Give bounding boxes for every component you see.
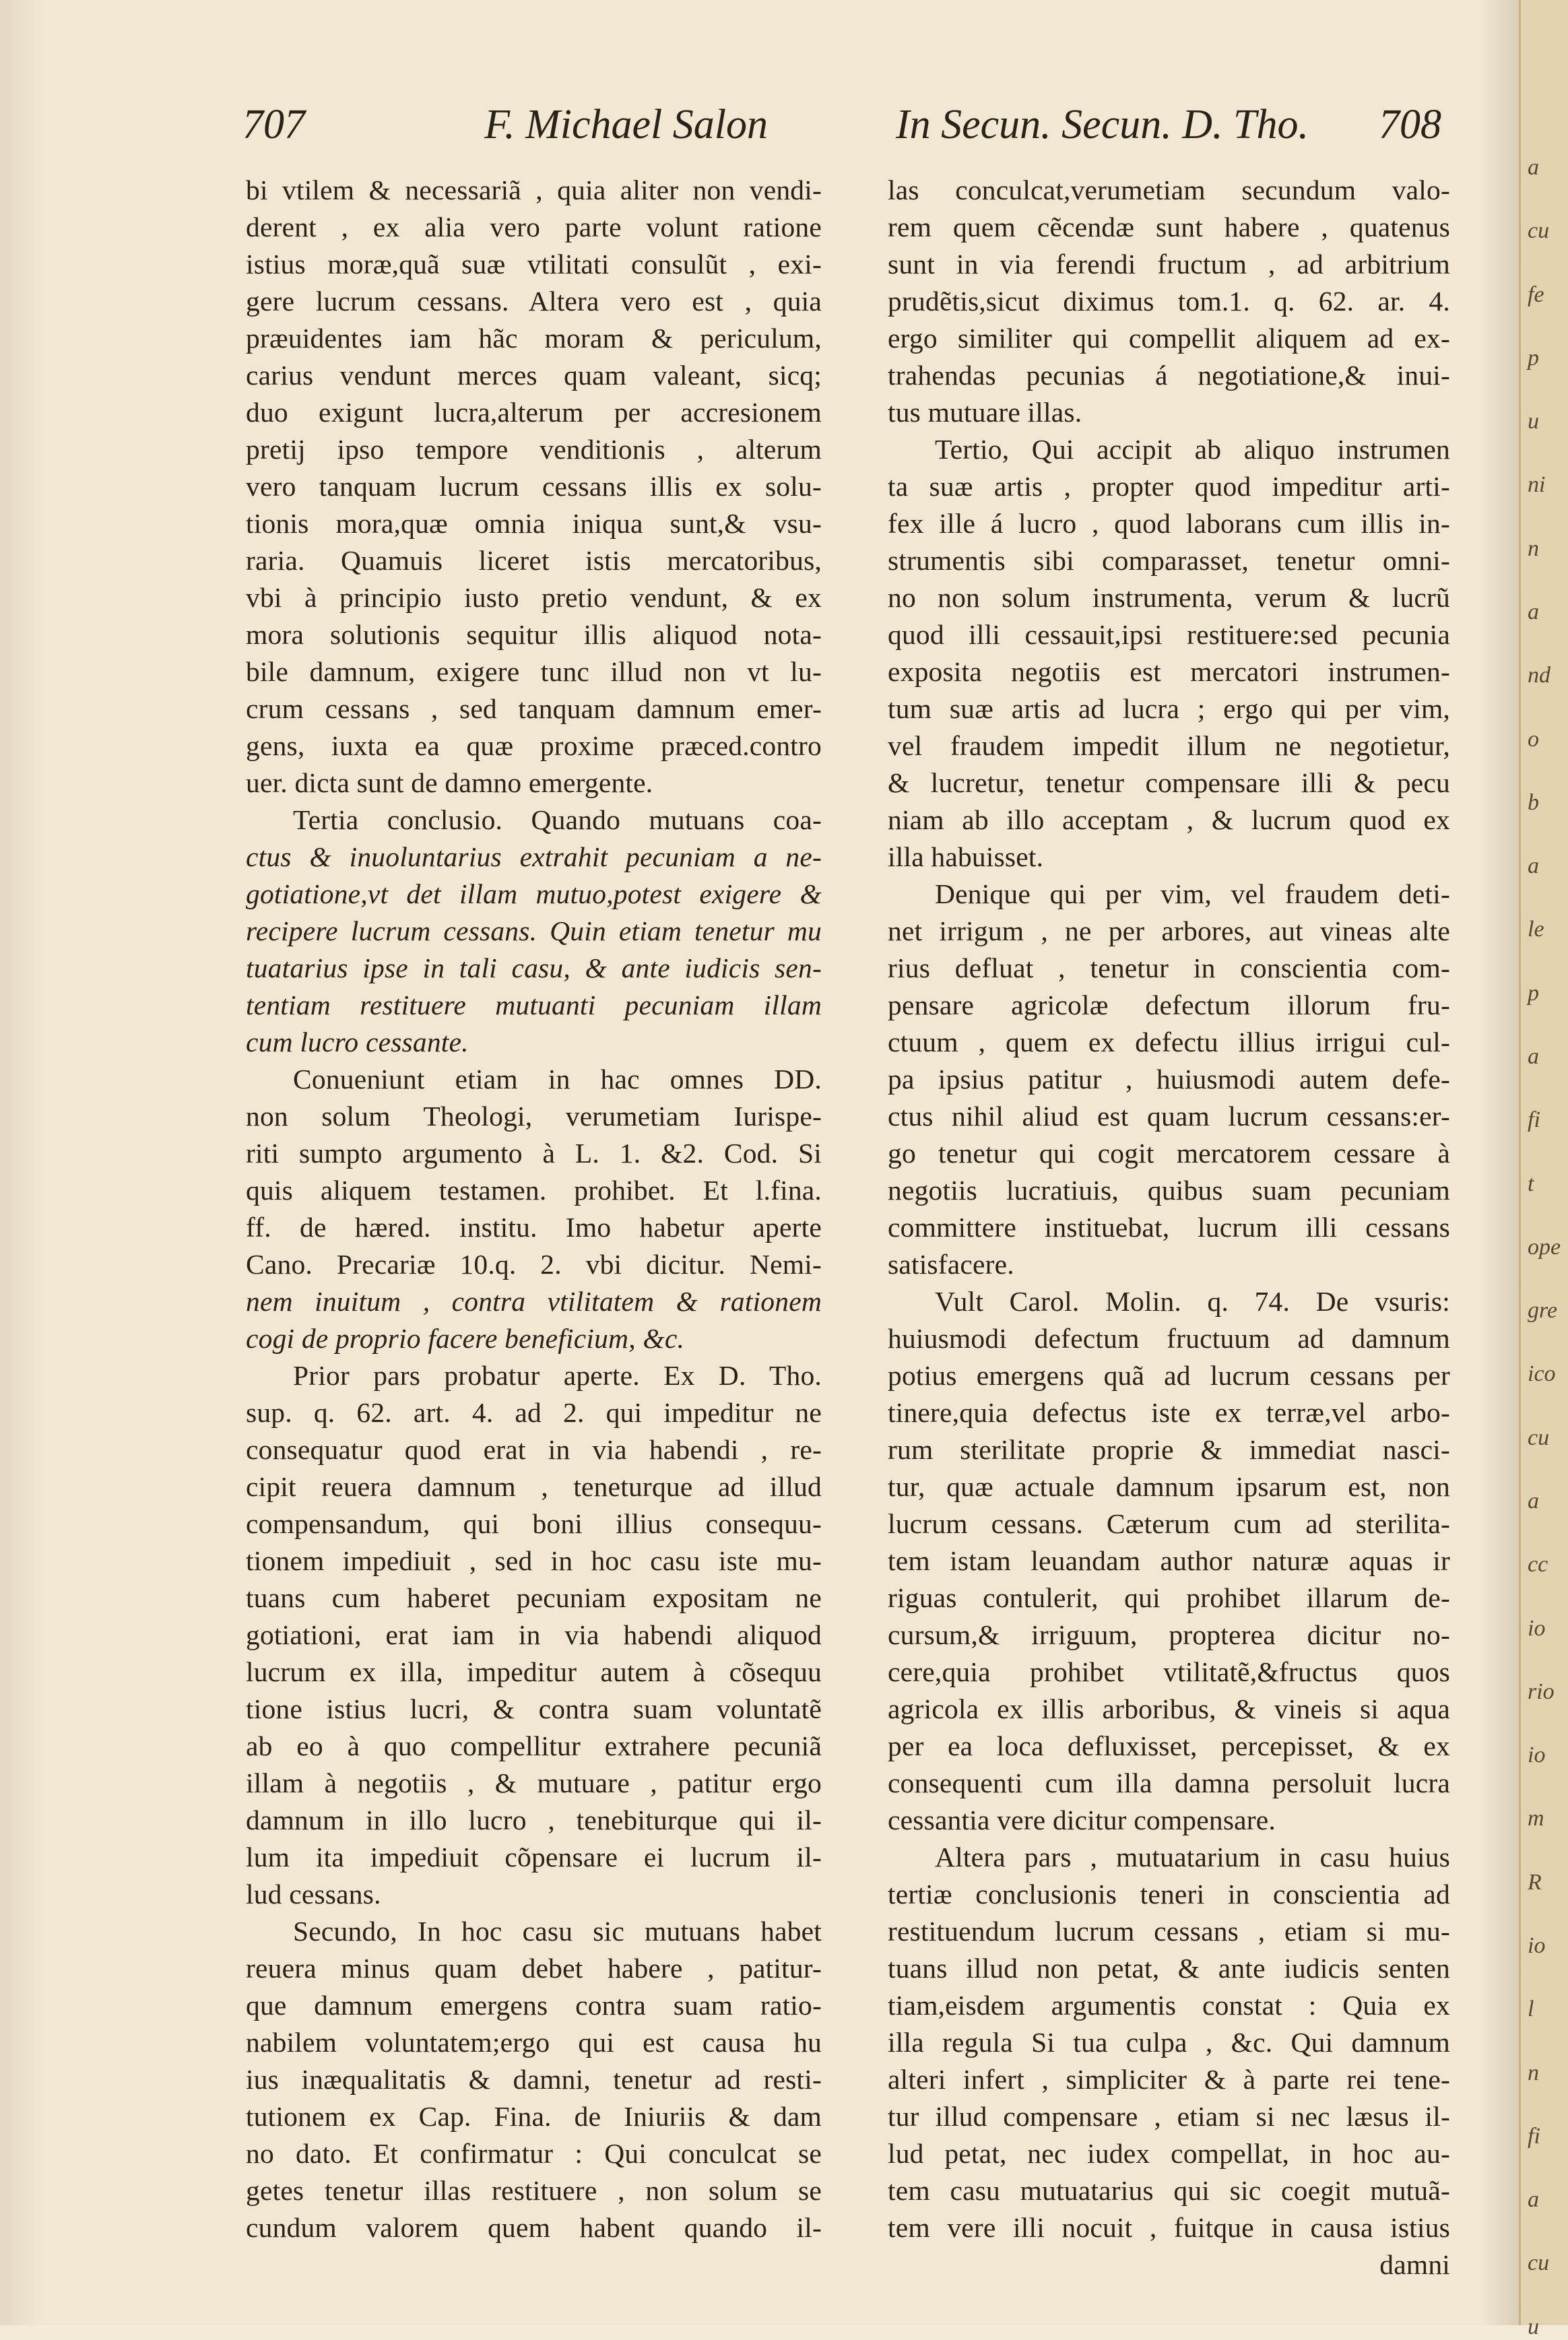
- text-line: rem quem cẽcendæ sunt habere , quatenus: [888, 212, 1450, 242]
- text-line: crum cessans , sed tanquam damnum emer-: [246, 693, 822, 724]
- text-line: consequatur quod erat in via habendi , re-: [246, 1434, 822, 1465]
- text-line: nem inuitum , contra vtilitatem & rationem: [246, 1286, 822, 1317]
- edge-fragment: cu: [1528, 1425, 1550, 1450]
- text-line: niam ab illo acceptam , & lucrum quod ex: [888, 804, 1450, 835]
- text-line: cere,quia prohibet vtilitatẽ,&fructus quos: [888, 1656, 1450, 1687]
- edge-fragment: ni: [1528, 472, 1546, 498]
- edge-fragment: fi: [1528, 1107, 1540, 1133]
- text-line: riguas contulerit, qui prohibet illarum de-: [888, 1582, 1450, 1613]
- text-line: compensandum, qui boni illius consequu-: [246, 1508, 822, 1539]
- text-line: ctus & inuoluntarius extrahit pecuniam a ne-: [246, 841, 822, 872]
- text-line: quis aliquem testamen. prohibet. Et l.fina.: [246, 1175, 822, 1206]
- text-line: ff. de hæred. institu. Imo habetur aperte: [246, 1212, 822, 1243]
- edge-fragment: n: [1528, 2060, 1539, 2085]
- edge-fragment: l: [1528, 1996, 1534, 2022]
- text-line: ta suæ artis , propter quod impeditur arti-: [888, 471, 1450, 502]
- text-line: cessantia vere dicitur compensare.: [888, 1805, 1276, 1835]
- text-line: nabilem voluntatem;ergo qui est causa hu: [246, 2027, 822, 2058]
- text-line: vbi à principio iusto pretio vendunt, & ex: [246, 582, 822, 613]
- text-line: Conueniunt etiam in hac omnes DD.: [293, 1064, 822, 1095]
- edge-fragment: rio: [1528, 1679, 1555, 1704]
- edge-fragment: b: [1528, 789, 1539, 815]
- text-line: lucrum ex illa, impeditur autem à cõsequu: [246, 1656, 822, 1687]
- text-line: Secundo, In hoc casu sic mutuans habet: [293, 1916, 822, 1947]
- right-page-number: 708: [1379, 102, 1441, 148]
- text-line: derent , ex alia vero parte volunt ratione: [246, 212, 822, 242]
- text-line: tem istam leuandam author naturæ aquas ir: [888, 1545, 1450, 1576]
- text-line: illa habuisset.: [888, 841, 1044, 872]
- text-line: cum lucro cessante.: [246, 1027, 469, 1058]
- text-line: rum sterilitate proprie & immediat nasci-: [888, 1434, 1450, 1465]
- text-line: mora solutionis sequitur illis aliquod nota-: [246, 619, 822, 650]
- left-page-number: 707: [242, 102, 305, 148]
- edge-fragment: p: [1528, 345, 1539, 370]
- text-line: ergo similiter qui compellit aliquem ad ex-: [888, 323, 1450, 354]
- text-line: bile damnum, exigere tunc illud non vt lu-: [246, 656, 822, 687]
- text-line: ctus nihil aliud est quam lucrum cessans:er-: [888, 1101, 1450, 1132]
- text-line: tus mutuare illas.: [888, 397, 1082, 428]
- text-line: vero tanquam lucrum cessans illis ex solu-: [246, 471, 822, 502]
- text-line: Altera pars , mutuatarium in casu huius: [935, 1842, 1450, 1873]
- text-line: cundum valorem quem habent quando il-: [246, 2212, 822, 2243]
- text-line: consequenti cum illa damna persoluit lucra: [888, 1767, 1450, 1798]
- text-line: præuidentes iam hãc moram & periculum,: [246, 323, 822, 354]
- text-line: riti sumpto argumento à L. 1. &2. Cod. Si: [246, 1138, 822, 1169]
- text-line: tuans cum haberet pecuniam expositam ne: [246, 1582, 822, 1613]
- text-line: lud cessans.: [246, 1879, 381, 1910]
- text-line: getes tenetur illas restituere , non solum se: [246, 2175, 822, 2206]
- edge-fragment: ico: [1528, 1361, 1556, 1387]
- text-line: alteri infert , simpliciter & à parte rei tene-: [888, 2064, 1450, 2095]
- text-line: illam à negotiis , & mutuare , patitur ergo: [246, 1767, 822, 1798]
- text-line: illa regula Si tua culpa , &c. Qui damnum: [888, 2027, 1450, 2058]
- edge-fragment: u: [1528, 2314, 1539, 2339]
- text-line: ctuum , quem ex defectu illius irrigui cul-: [888, 1027, 1450, 1058]
- text-line: no dato. Et confirmatur : Qui conculcat se: [246, 2138, 822, 2169]
- text-line: tionis mora,quæ omnia iniqua sunt,& vsu-: [246, 508, 822, 539]
- text-line: no non solum instrumenta, verum & lucrũ: [888, 582, 1450, 613]
- text-line: pa ipsius patitur , huiusmodi autem defe-: [888, 1064, 1450, 1095]
- edge-fragment: a: [1528, 1489, 1539, 1514]
- text-line: Tertia conclusio. Quando mutuans coa-: [293, 804, 822, 835]
- text-line: cipit reuera damnum , teneturque ad illud: [246, 1471, 822, 1502]
- text-line: que damnum emergens contra suam ratio-: [246, 1990, 822, 2021]
- edge-fragment: t: [1528, 1171, 1534, 1196]
- edge-fragment: io: [1528, 1615, 1546, 1641]
- edge-fragment: io: [1528, 1743, 1546, 1768]
- text-line: Denique qui per vim, vel fraudem deti-: [935, 878, 1450, 909]
- text-line: tiam,eisdem argumentis constat : Quia ex: [888, 1990, 1450, 2021]
- text-line: istius moræ,quã suæ vtilitati consulũt , exi-: [246, 249, 822, 280]
- edge-fragment: p: [1528, 980, 1539, 1006]
- edge-fragment: io: [1528, 1933, 1546, 1958]
- text-line: cogi de proprio facere beneficium, &c.: [246, 1323, 685, 1354]
- text-line: satisfacere.: [888, 1249, 1014, 1280]
- text-line: committere instituebat, lucrum illi cessans: [888, 1212, 1450, 1243]
- text-line: net irrigum , ne per arbores, aut vineas alte: [888, 915, 1450, 946]
- text-line: bi vtilem & necessariã , quia aliter non vendi-: [246, 174, 822, 205]
- text-line: uer. dicta sunt de damno emergente.: [246, 767, 653, 798]
- text-line: tinere,quia defectus iste ex terræ,vel arbo-: [888, 1397, 1450, 1428]
- text-line: go tenetur qui cogit mercatorem cessare à: [888, 1138, 1450, 1169]
- text-line: cursum,& irriguum, propterea dicitur no-: [888, 1619, 1450, 1650]
- edge-fragment: o: [1528, 726, 1539, 752]
- text-line: tione istius lucri, & contra suam voluntatẽ: [246, 1693, 822, 1724]
- edge-fragment: a: [1528, 2187, 1539, 2213]
- text-line: Prior pars probatur aperte. Ex D. Tho.: [293, 1360, 822, 1391]
- text-line: ab eo à quo compellitur extrahere pecuniã: [246, 1730, 822, 1761]
- text-line: restituendum lucrum cessans , etiam si mu-: [888, 1916, 1450, 1947]
- text-line: tertiæ conclusionis teneri in conscientia ad: [888, 1879, 1450, 1910]
- right-text-column: [888, 172, 1450, 2283]
- edge-fragment: m: [1528, 1806, 1544, 1831]
- text-line: strumentis sibi comparasset, tenetur omni-: [888, 545, 1450, 576]
- left-running-title: F. Michael Salon: [484, 102, 768, 148]
- text-line: tutionem ex Cap. Fina. de Iniuriis & dam: [246, 2101, 822, 2132]
- text-line: tuatarius ipse in tali casu, & ante iudicis sen-: [246, 952, 822, 983]
- text-line: per ea loca defluxisset, percepisset, & ex: [888, 1730, 1450, 1761]
- text-line: lum ita impediuit cõpensare ei lucrum il-: [246, 1842, 822, 1873]
- edge-fragment: ope: [1528, 1234, 1561, 1260]
- text-line: fex ille á lucro , quod laborans cum illis in-: [888, 508, 1450, 539]
- text-line: duo exigunt lucra,alterum per accresionem: [246, 397, 822, 428]
- left-text-column: [246, 172, 822, 2246]
- text-line: exposita negotiis est mercatori instrumen-: [888, 656, 1450, 687]
- edge-fragment: gre: [1528, 1298, 1558, 1324]
- edge-fragment: cu: [1528, 2250, 1550, 2276]
- text-line: gotiatione,vt det illam mutuo,potest exigere &: [246, 878, 822, 909]
- text-line: gens, iuxta ea quæ proxime præced.contro: [246, 730, 822, 761]
- text-line: vel fraudem impedit illum ne negotietur,: [888, 730, 1450, 761]
- text-line: trahendas pecunias á negotiatione,& inui-: [888, 360, 1450, 391]
- text-line: tem casu mutuatarius qui sic coegit mutuã-: [888, 2175, 1450, 2206]
- text-line: rius defluat , tenetur in conscientia com-: [888, 952, 1450, 983]
- edge-fragment: R: [1528, 1869, 1542, 1895]
- left-page-header: [242, 101, 768, 162]
- edge-fragment: a: [1528, 1044, 1539, 1069]
- text-line: negotiis lucratiuis, quibus suam pecuniam: [888, 1175, 1450, 1206]
- text-line: pensare agricolæ defectum illorum fru-: [888, 989, 1450, 1020]
- text-line: Cano. Precariæ 10.q. 2. vbi dicitur. Nemi-: [246, 1249, 822, 1280]
- text-line: gere lucrum cessans. Altera vero est , quia: [246, 286, 822, 317]
- text-line: tionem impediuit , sed in hoc casu iste mu-: [246, 1545, 822, 1576]
- text-line: tentiam restituere mutuanti pecuniam illam: [246, 989, 822, 1020]
- text-line: huiusmodi defectum fructuum ad damnum: [888, 1323, 1450, 1354]
- text-line: potius emergens quã ad lucrum cessans per: [888, 1360, 1450, 1391]
- text-line: tuans illud non petat, & ante iudicis senten: [888, 1953, 1450, 1984]
- text-line: tem vere illi nocuit , fuitque in causa istius: [888, 2212, 1450, 2243]
- edge-fragment: nd: [1528, 663, 1550, 688]
- text-line: damnum in illo lucro , tenebiturque qui il-: [246, 1805, 822, 1835]
- text-line: pretij ipso tempore venditionis , alterum: [246, 434, 822, 465]
- edge-fragment: n: [1528, 535, 1539, 561]
- text-line: lucrum cessans. Cæterum cum ad sterilita-: [888, 1508, 1450, 1539]
- text-line: quod illi cessauit,ipsi restituere:sed pecunia: [888, 619, 1450, 650]
- text-line: sunt in via ferendi fructum , ad arbitrium: [888, 249, 1450, 280]
- text-line: reuera minus quam debet habere , patitur-: [246, 1953, 822, 1984]
- adjacent-page-edge: [1519, 0, 1568, 2339]
- edge-fragment: cu: [1528, 218, 1550, 244]
- edge-fragment: a: [1528, 155, 1539, 180]
- text-line: sup. q. 62. art. 4. ad 2. qui impeditur ne: [246, 1397, 822, 1428]
- edge-fragment: u: [1528, 409, 1539, 434]
- text-line: carius vendunt merces quam valeant, sicq;: [246, 360, 822, 391]
- text-line: tur illud compensare , etiam si nec læsus il-: [888, 2101, 1450, 2132]
- edge-fragment: fe: [1528, 282, 1544, 307]
- right-running-title: In Secun. Secun. D. Tho.: [896, 102, 1309, 148]
- edge-fragment: cc: [1528, 1552, 1548, 1578]
- text-line: Tertio, Qui accipit ab aliquo instrumen: [935, 434, 1450, 465]
- text-line: agricola ex illis arboribus, & vineis si aqua: [888, 1693, 1450, 1724]
- text-line: & lucretur, tenetur compensare illi & pecu: [888, 767, 1450, 798]
- text-line: recipere lucrum cessans. Quin etiam tenetur mu: [246, 915, 822, 946]
- text-line: gotiationi, erat iam in via habendi aliquod: [246, 1619, 822, 1650]
- text-line: prudẽtis,sicut diximus tom.1. q. 62. ar. 4.: [888, 286, 1450, 317]
- text-line: ius inæqualitatis & damni, tenetur ad resti-: [246, 2064, 822, 2095]
- edge-fragment: a: [1528, 853, 1539, 879]
- text-line: Vult Carol. Molin. q. 74. De vsuris:: [935, 1286, 1450, 1317]
- text-line: non solum Theologi, verumetiam Iurispe-: [246, 1101, 822, 1132]
- right-page-header: [896, 101, 1441, 162]
- text-line: tur, quæ actuale damnum ipsarum est, non: [888, 1471, 1450, 1502]
- edge-fragment: fi: [1528, 2123, 1540, 2149]
- text-line: lud petat, nec iudex compellat, in hoc au-: [888, 2138, 1450, 2169]
- text-line: tum suæ artis ad lucra ; ergo qui per vim,: [888, 693, 1450, 724]
- text-line: las conculcat,verumetiam secundum valo-: [888, 174, 1450, 205]
- edge-fragment: le: [1528, 917, 1544, 942]
- text-line: raria. Quamuis liceret istis mercatoribus,: [246, 545, 822, 576]
- edge-fragment: a: [1528, 599, 1539, 624]
- text-line: damni: [1379, 2249, 1450, 2280]
